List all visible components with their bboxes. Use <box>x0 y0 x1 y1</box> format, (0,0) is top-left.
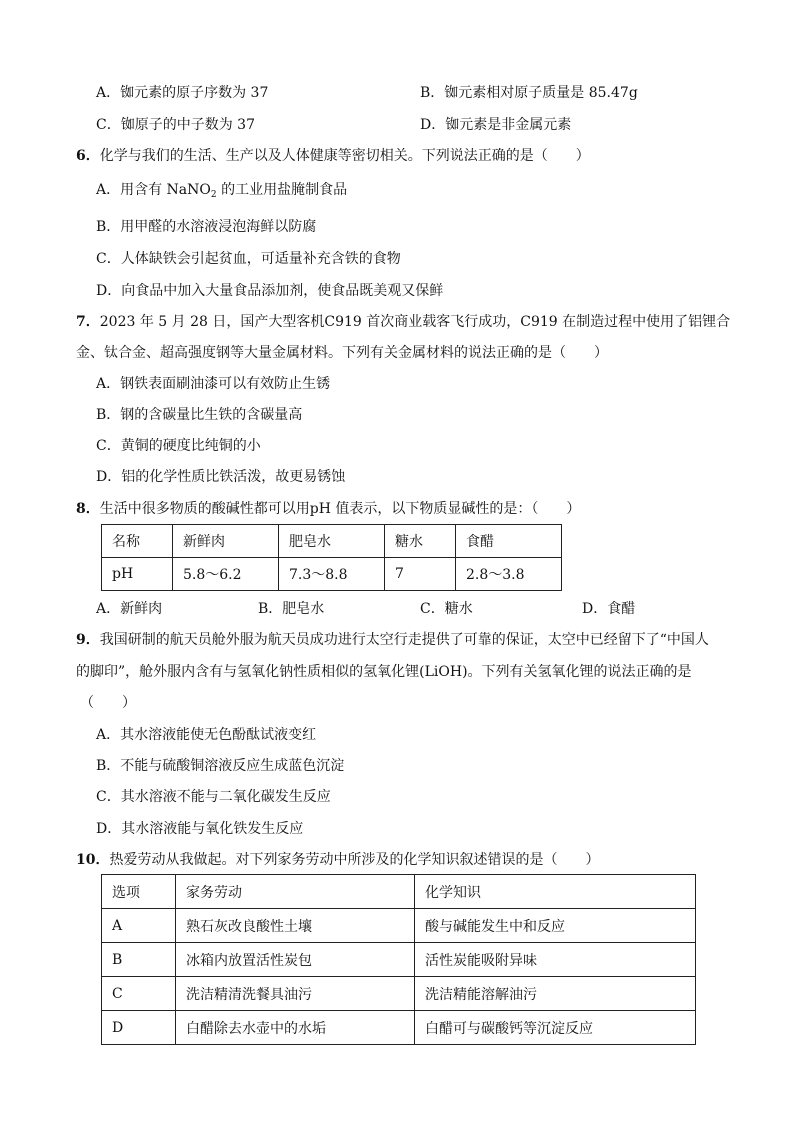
q7-number: 7． <box>76 314 100 330</box>
q8-stem-line <box>76 498 580 518</box>
q5-option-d: D．铷元素是非金属元素 <box>420 117 572 133</box>
q8-table-cell: 新鲜肉 <box>173 525 279 558</box>
q10-table-cell: 洗洁精清洗餐具油污 <box>176 977 415 1011</box>
q9-stem-2: 的脚印”，舱外服内含有与氢氧化钠性质相似的氢氧化锂(LiOH)。下列有关氢氧化锂的说法正确的是 <box>76 664 692 680</box>
q8-option-a: A．新鲜肉 <box>96 601 163 617</box>
q9-option-b: B．不能与硫酸铜溶液反应生成蓝色沉淀 <box>96 758 345 774</box>
q10-number: 10． <box>76 852 110 868</box>
q6-option-a-pre: A．用含有 NaNO <box>96 182 211 198</box>
q7-option-a: A．钢铁表面刷油漆可以有效防止生锈 <box>96 376 331 392</box>
q8-stem: 生活中很多物质的酸碱性都可以用pH 值表示，以下物质显碱性的是：（ ） <box>99 501 581 517</box>
q7-option-b: B．钢的含碳量比生铁的含碳量高 <box>96 407 303 423</box>
q10-table-cell: 选项 <box>102 875 176 909</box>
q9-number: 9． <box>76 632 100 648</box>
q8-table-header-row <box>102 525 562 558</box>
q10-table-row <box>102 909 696 943</box>
q8-table-cell: 肥皂水 <box>279 525 385 558</box>
q8-option-b: B．肥皂水 <box>258 601 325 617</box>
q8-option-d: D．食醋 <box>582 601 636 617</box>
q8-table-cell: 7 <box>385 558 456 591</box>
q5-option-a: A．铷元素的原子序数为 37 <box>96 85 269 101</box>
q8-option-c: C．糖水 <box>420 601 473 617</box>
q8-table-cell: 2.8～3.8 <box>456 558 562 591</box>
q8-table-cell: 7.3～8.8 <box>279 558 385 591</box>
q10-chores-table <box>101 874 696 1045</box>
q8-table-cell: 5.8～6.2 <box>173 558 279 591</box>
q10-table-cell: 洗洁精能溶解油污 <box>415 977 696 1011</box>
q6-stem: 化学与我们的生活、生产以及人体健康等密切相关。下列说法正确的是（ ） <box>99 148 590 164</box>
q10-table-cell: A <box>102 909 176 943</box>
q8-table-cell: pH <box>102 558 173 591</box>
q10-table-cell: 冰箱内放置活性炭包 <box>176 943 415 977</box>
q6-option-d: D．向食品中加入大量食品添加剂，使食品既美观又保鲜 <box>96 283 444 299</box>
q10-table-row <box>102 943 696 977</box>
q6-option-a-sub: 2 <box>210 190 217 200</box>
q9-option-a: A．其水溶液能使无色酚酞试液变红 <box>96 727 317 743</box>
q8-table-cell: 糖水 <box>385 525 456 558</box>
q10-table-cell: B <box>102 943 176 977</box>
q9-stem-line-1 <box>76 629 709 649</box>
q10-table-header-row <box>102 875 696 909</box>
q5-option-c: C．铷原子的中子数为 37 <box>96 117 255 133</box>
q8-number: 8． <box>76 501 100 517</box>
q7-option-d: D．铝的化学性质比铁活泼，故更易锈蚀 <box>96 469 346 485</box>
q10-table-cell: 化学知识 <box>415 875 696 909</box>
q9-option-c: C．其水溶液不能与二氧化碳发生反应 <box>96 789 331 805</box>
q7-option-c: C．黄铜的硬度比纯铜的小 <box>96 438 261 454</box>
q10-table-cell: D <box>102 1011 176 1045</box>
q10-stem: 热爱劳动从我做起。对下列家务劳动中所涉及的化学知识叙述错误的是（ ） <box>109 852 600 868</box>
q7-stem-line-1 <box>76 311 730 331</box>
q8-table-cell: 食醋 <box>456 525 562 558</box>
q10-table-cell: 白醋除去水壶中的水垢 <box>176 1011 415 1045</box>
q5-option-b: B．铷元素相对原子质量是 85.47g <box>420 85 638 101</box>
q6-option-a-post: 的工业用盐腌制食品 <box>216 182 348 198</box>
q10-table-cell: C <box>102 977 176 1011</box>
q10-table-cell: 家务劳动 <box>176 875 415 909</box>
q9-stem-1: 我国研制的航天员舱外服为航天员成功进行太空行走提供了可靠的保证，太空中已经留下了“中国人 <box>99 632 709 648</box>
q10-table-cell: 熟石灰改良酸性土壤 <box>176 909 415 943</box>
q6-stem-line <box>76 145 590 165</box>
q6-option-c: C．人体缺铁会引起贫血，可适量补充含铁的食物 <box>96 251 401 267</box>
q6-option-b: B．用甲醛的水溶液浸泡海鲜以防腐 <box>96 219 317 235</box>
q9-option-d: D．其水溶液能与氧化铁发生反应 <box>96 821 304 837</box>
q10-table-cell: 活性炭能吸附异味 <box>415 943 696 977</box>
q8-table-cell: 名称 <box>102 525 173 558</box>
q10-table-cell: 白醋可与碳酸钙等沉淀反应 <box>415 1011 696 1045</box>
q8-ph-table <box>101 524 562 591</box>
q10-table-cell: 酸与碱能发生中和反应 <box>415 909 696 943</box>
q10-table-row <box>102 1011 696 1045</box>
q10-stem-line <box>76 849 599 869</box>
q6-number: 6． <box>76 148 100 164</box>
q10-table-row <box>102 977 696 1011</box>
q6-option-a <box>96 179 347 200</box>
q7-stem-1: 2023 年 5 月 28 日，国产大型客机C919 首次商业载客飞行成功，C919 在制造过程中使用了铝锂合 <box>99 314 731 330</box>
q9-stem-3: （ ） <box>80 695 136 711</box>
q7-stem-2: 金、钛合金、超高强度钢等大量金属材料。下列有关金属材料的说法正确的是（ ） <box>76 345 608 361</box>
q8-table-data-row <box>102 558 562 591</box>
